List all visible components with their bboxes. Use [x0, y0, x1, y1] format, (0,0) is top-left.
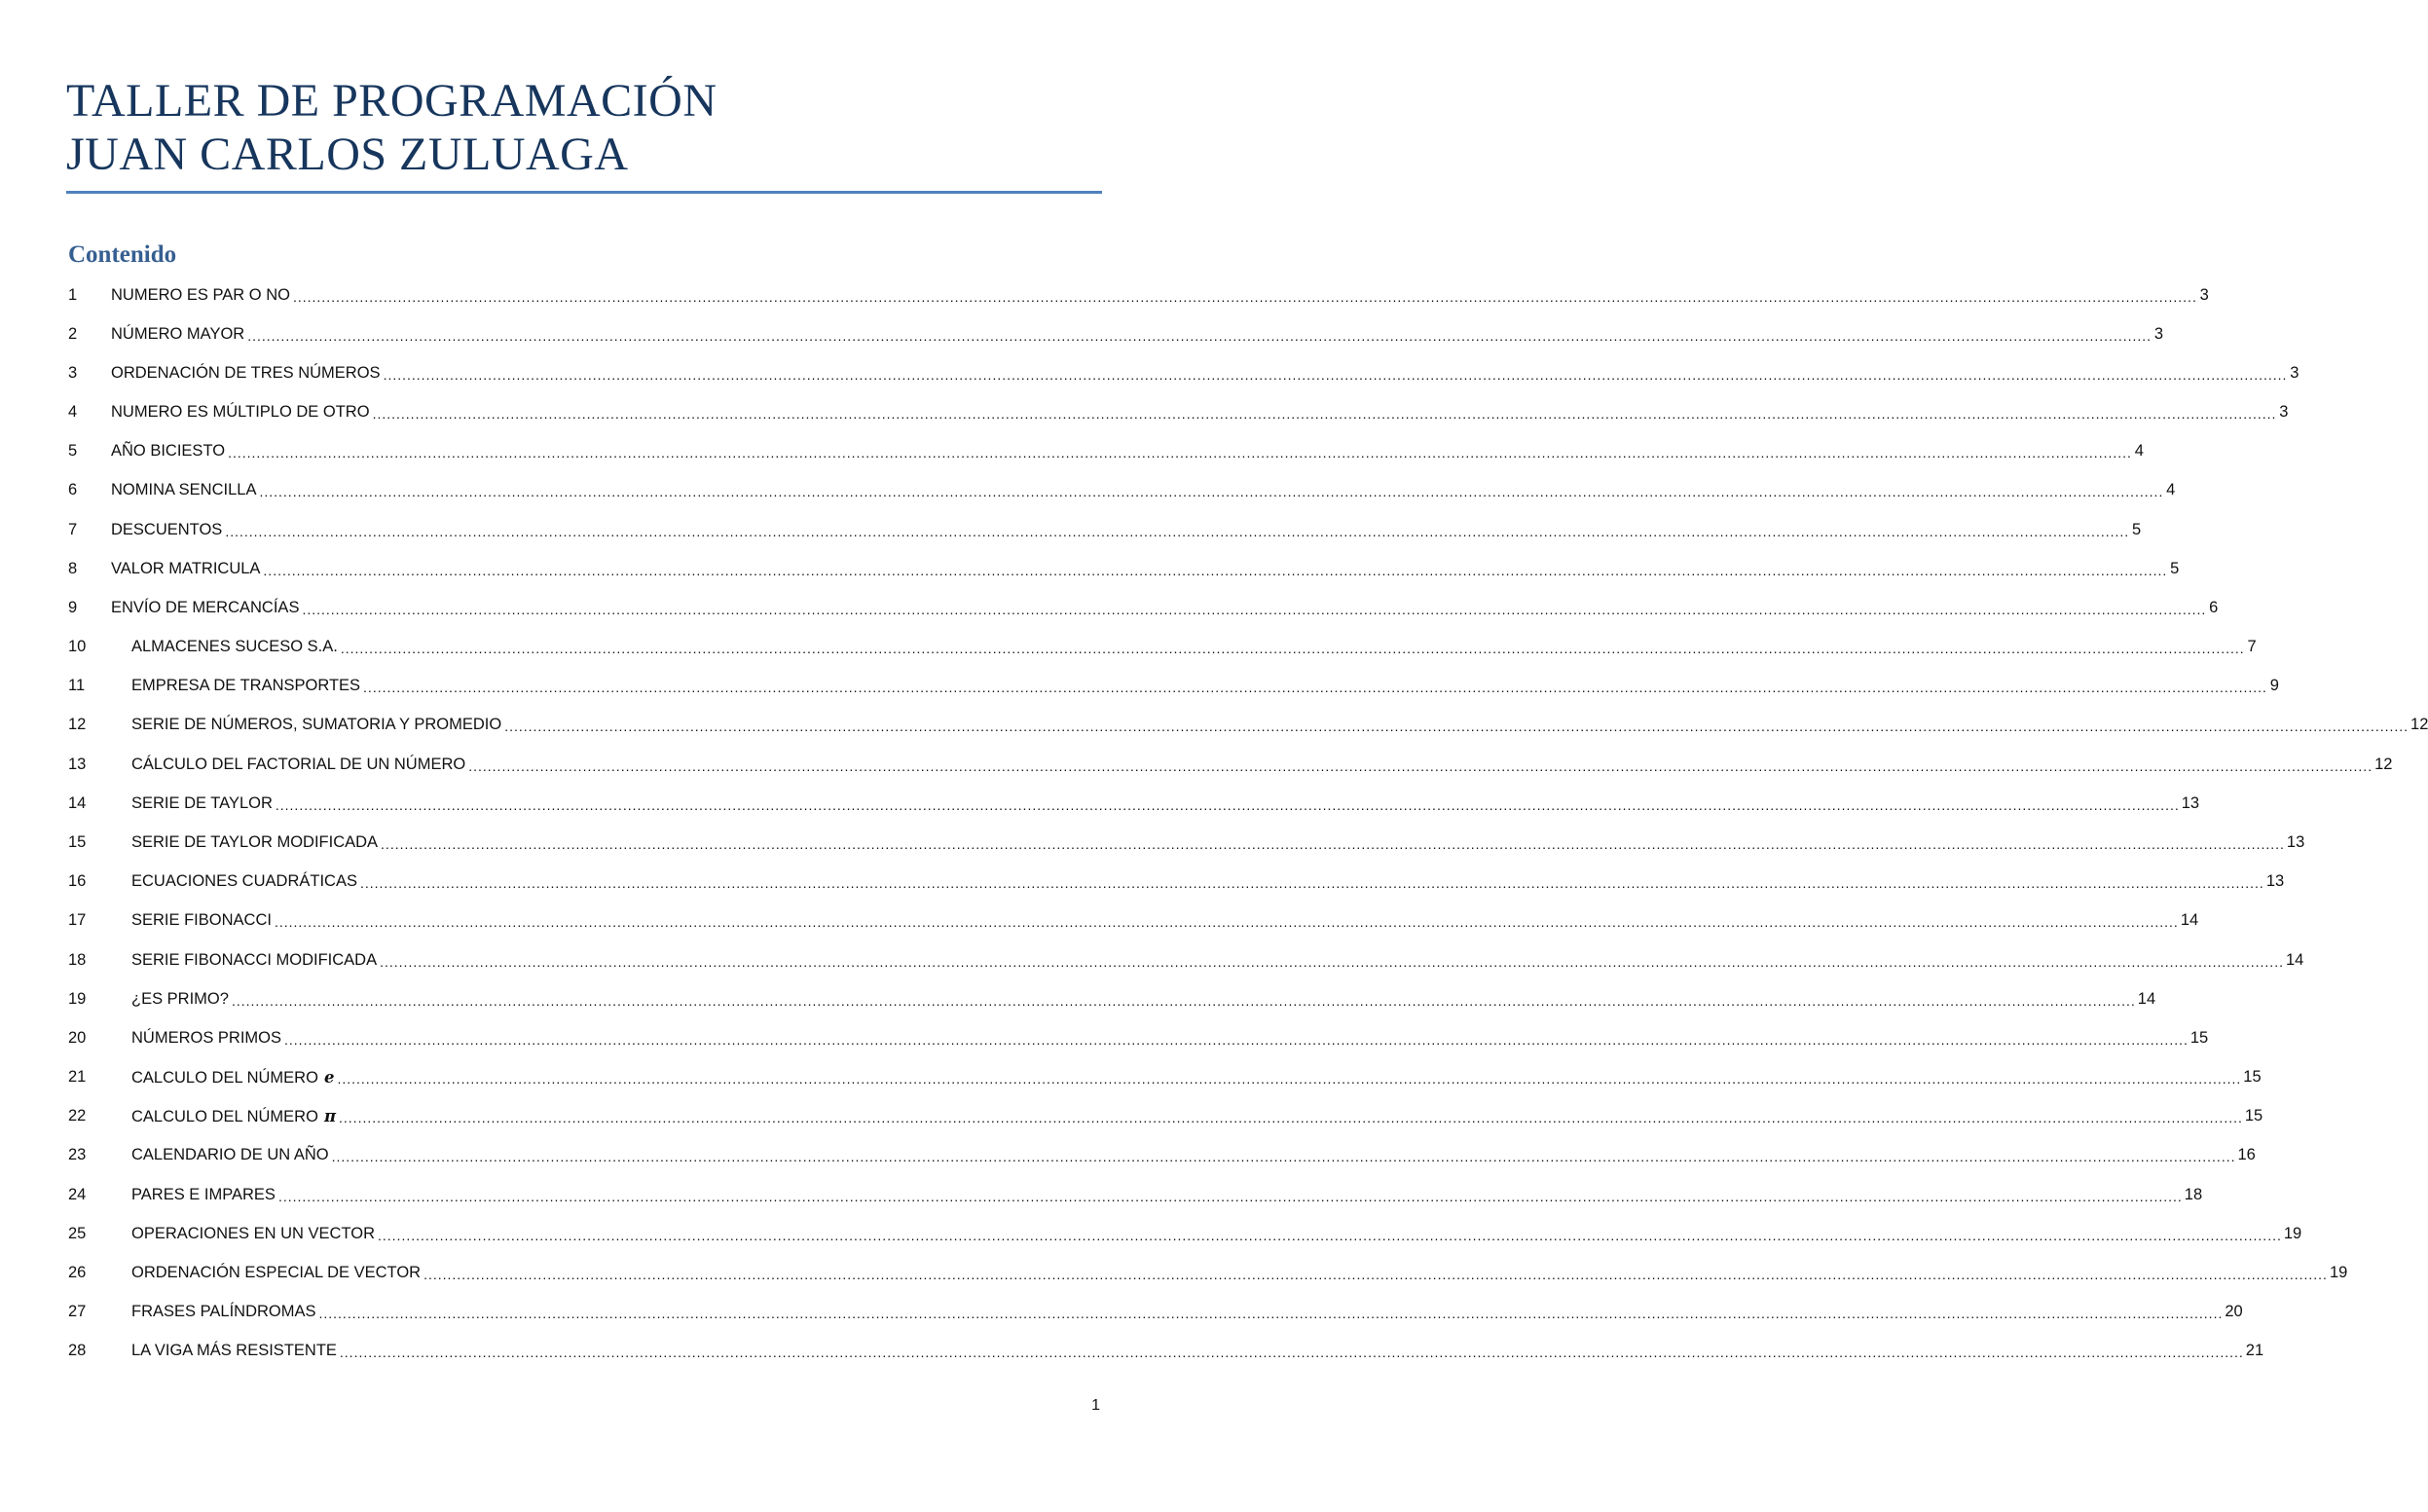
toc-entry-label: [131, 638, 341, 656]
toc-entry[interactable]: [68, 1253, 2348, 1292]
toc-entry-page: 14: [2285, 950, 2304, 969]
toc-entry-number: 3: [68, 363, 78, 382]
toc-entry[interactable]: [68, 706, 2428, 745]
toc-entry-title: SERIE DE TAYLOR MODIFICADA: [131, 832, 379, 851]
toc-entry-page: 12: [2410, 716, 2428, 734]
toc-entry-title: EMPRESA DE TRANSPORTES: [131, 677, 361, 695]
toc-entry-number: 24: [68, 1185, 87, 1203]
toc-entry-label: [131, 677, 363, 695]
toc-entry-label: [131, 756, 468, 774]
toc-entry[interactable]: [68, 667, 2279, 706]
toc-entry-page: 16: [2237, 1146, 2256, 1164]
toc-entry-page: 19: [2329, 1263, 2348, 1281]
toc-dot-leader: ................................................................................................................................................................................................................................................................................................................................................................................................................: [383, 366, 2288, 383]
toc-entry-title: ¿ES PRIMO?: [131, 989, 229, 1008]
toc-entry-page: 18: [2184, 1185, 2203, 1203]
toc-entry-page: 5: [2170, 559, 2180, 577]
toc-entry-title: ECUACIONES CUADRÁTICAS: [131, 872, 357, 891]
toc-entry-title: CALCULO DEL NÚMERO: [131, 1068, 318, 1087]
toc-entry-title: NUMERO ES MÚLTIPLO DE OTRO: [111, 403, 370, 422]
toc-entry-label: [131, 1186, 278, 1204]
toc-entry[interactable]: [68, 784, 2200, 823]
page-number: 1: [1091, 1397, 1100, 1414]
toc-entry-number: 7: [68, 520, 78, 538]
toc-dot-leader: ................................................................................................................................................................................................................................................................................................................................................................................................................: [247, 327, 2152, 344]
toc-dot-leader: ................................................................................................................................................................................................................................................................................................................................................................................................................: [228, 445, 2132, 461]
toc-entry[interactable]: [68, 1175, 2203, 1214]
toc-entry-number: 5: [68, 442, 78, 461]
toc-dot-leader: ................................................................................................................................................................................................................................................................................................................................................................................................................: [318, 1306, 2224, 1322]
toc-entry-page: 15: [2244, 1107, 2263, 1125]
toc-entry-number: 9: [68, 598, 78, 616]
toc-entry-label: [131, 1264, 423, 1282]
toc-entry-number: 22: [68, 1107, 87, 1125]
toc-dot-leader: ................................................................................................................................................................................................................................................................................................................................................................................................................: [331, 1149, 2236, 1165]
toc-entry[interactable]: [68, 353, 2299, 392]
toc-dot-leader: ................................................................................................................................................................................................................................................................................................................................................................................................................: [340, 641, 2245, 657]
toc-entry-label: [131, 1146, 332, 1164]
toc-entry-number: 11: [68, 677, 86, 695]
toc-entry-label: [131, 1342, 340, 1360]
toc-entry-page: 9: [2269, 677, 2279, 695]
toc-entry-title: PARES E IMPARES: [131, 1185, 276, 1203]
toc-entry-title: CALENDARIO DE UN AÑO: [131, 1146, 329, 1164]
toc-entry-page: 4: [2134, 442, 2144, 461]
toc-entry-math-symbol: π: [323, 1106, 337, 1125]
toc-dot-leader: ................................................................................................................................................................................................................................................................................................................................................................................................................: [423, 1266, 2328, 1282]
toc-entry-label: [131, 833, 381, 852]
toc-entry[interactable]: [68, 549, 2180, 588]
title-line-2: JUAN CARLOS ZULUAGA: [66, 129, 629, 180]
toc-entry[interactable]: [68, 1214, 2302, 1253]
toc-dot-leader: ................................................................................................................................................................................................................................................................................................................................................................................................................: [277, 1188, 2183, 1204]
toc-dot-leader: ................................................................................................................................................................................................................................................................................................................................................................................................................: [259, 484, 2164, 500]
toc-entry-page: 15: [2243, 1068, 2262, 1087]
toc-entry[interactable]: [68, 1332, 2264, 1371]
toc-entry-page: 7: [2247, 638, 2257, 656]
toc-entry-page: 13: [2181, 793, 2200, 812]
toc-dot-leader: ................................................................................................................................................................................................................................................................................................................................................................................................................: [372, 406, 2277, 423]
toc-entry[interactable]: [68, 863, 2285, 902]
toc-dot-leader: ................................................................................................................................................................................................................................................................................................................................................................................................................: [359, 875, 2264, 892]
title-underline: [66, 191, 1102, 194]
toc-entry-page: 3: [2153, 324, 2164, 343]
toc-entry-title: DESCUENTOS: [111, 520, 223, 538]
toc-entry-label: [131, 990, 232, 1009]
toc-entry-title: NÚMERO MAYOR: [111, 324, 245, 343]
toc-entry-title: OPERACIONES EN UN VECTOR: [131, 1224, 375, 1242]
toc-dot-leader: ................................................................................................................................................................................................................................................................................................................................................................................................................: [263, 562, 2168, 578]
toc-dot-leader: ................................................................................................................................................................................................................................................................................................................................................................................................................: [468, 757, 2373, 774]
toc-entry-label: [131, 1303, 318, 1321]
toc-entry-label: [111, 560, 263, 578]
toc-entry-title: NÚMEROS PRIMOS: [131, 1028, 282, 1047]
toc-entry-label: [131, 911, 275, 930]
toc-entry-title: CÁLCULO DEL FACTORIAL DE UN NÚMERO: [131, 755, 466, 773]
toc-dot-leader: ................................................................................................................................................................................................................................................................................................................................................................................................................: [292, 288, 2197, 305]
toc-entry-number: 6: [68, 481, 78, 499]
toc-entry-number: 16: [68, 872, 87, 891]
toc-entry-label: [111, 481, 259, 499]
toc-entry-label: [131, 951, 380, 970]
toc-entry-page: 14: [2137, 989, 2156, 1008]
toc-dot-leader: ................................................................................................................................................................................................................................................................................................................................................................................................................: [231, 992, 2136, 1009]
table-of-contents: [68, 276, 2428, 1371]
toc-entry-label: [131, 716, 504, 734]
toc-entry[interactable]: [68, 1018, 2209, 1057]
toc-dot-leader: ................................................................................................................................................................................................................................................................................................................................................................................................................: [275, 796, 2180, 813]
toc-entry-title: CALCULO DEL NÚMERO: [131, 1107, 318, 1125]
toc-entry-label: [111, 521, 225, 539]
toc-entry[interactable]: [68, 314, 2164, 353]
toc-entry[interactable]: [68, 1057, 2262, 1096]
toc-entry[interactable]: [68, 940, 2304, 979]
toc-entry-title: LA VIGA MÁS RESISTENTE: [131, 1342, 337, 1360]
toc-entry-number: 21: [68, 1068, 87, 1087]
toc-entry-title: SERIE FIBONACCI MODIFICADA: [131, 950, 378, 969]
toc-dot-leader: ................................................................................................................................................................................................................................................................................................................................................................................................................: [363, 680, 2267, 696]
toc-entry-page: 13: [2265, 872, 2285, 891]
toc-entry[interactable]: [68, 471, 2176, 510]
toc-entry-title: ORDENACIÓN ESPECIAL DE VECTOR: [131, 1263, 422, 1281]
toc-dot-leader: ................................................................................................................................................................................................................................................................................................................................................................................................................: [380, 953, 2284, 970]
toc-entry-label: [111, 442, 228, 461]
toc-entry-number: 14: [68, 793, 87, 812]
toc-entry-title: SERIE DE TAYLOR: [131, 793, 273, 812]
toc-entry-number: 15: [68, 832, 87, 851]
toc-entry-label: [131, 1107, 339, 1126]
toc-entry-number: 26: [68, 1263, 87, 1281]
toc-entry-number: 18: [68, 950, 87, 969]
toc-entry-title: ALMACENES SUCESO S.A.: [131, 638, 338, 656]
toc-entry-label: [131, 1225, 378, 1243]
toc-dot-leader: ................................................................................................................................................................................................................................................................................................................................................................................................................: [302, 601, 2207, 617]
toc-entry-label: [111, 599, 302, 617]
toc-entry-page: 20: [2225, 1303, 2243, 1321]
toc-entry-label: [111, 403, 373, 422]
toc-entry-number: 12: [68, 716, 87, 734]
toc-entry-number: 28: [68, 1342, 87, 1360]
toc-entry-label: [131, 1068, 337, 1088]
toc-entry-title: FRASES PALÍNDROMAS: [131, 1303, 316, 1321]
toc-entry-math-symbol: e: [323, 1067, 335, 1087]
toc-dot-leader: ................................................................................................................................................................................................................................................................................................................................................................................................................: [378, 1227, 2282, 1243]
toc-entry[interactable]: [68, 510, 2142, 549]
toc-entry-title: SERIE DE NÚMEROS, SUMATORIA Y PROMEDIO: [131, 716, 502, 734]
toc-entry-title: ENVÍO DE MERCANCÍAS: [111, 598, 300, 616]
toc-entry-title: AÑO BICIESTO: [111, 442, 226, 461]
toc-dot-leader: ................................................................................................................................................................................................................................................................................................................................................................................................................: [339, 1345, 2244, 1361]
toc-entry-page: 12: [2374, 755, 2393, 773]
toc-entry[interactable]: [68, 979, 2156, 1018]
toc-entry[interactable]: [68, 628, 2257, 667]
toc-entry-page: 6: [2209, 598, 2219, 616]
toc-entry-number: 20: [68, 1028, 87, 1047]
toc-dot-leader: ................................................................................................................................................................................................................................................................................................................................................................................................................: [284, 1031, 2189, 1048]
toc-entry[interactable]: [68, 902, 2199, 940]
toc-entry-number: 13: [68, 755, 87, 773]
toc-entry-page: 4: [2166, 481, 2176, 499]
toc-entry-number: 19: [68, 989, 87, 1008]
toc-entry-page: 14: [2180, 911, 2199, 930]
toc-entry-page: 3: [2290, 363, 2299, 382]
toc-entry[interactable]: [68, 1097, 2263, 1136]
toc-entry-label: [111, 364, 384, 383]
toc-dot-leader: ................................................................................................................................................................................................................................................................................................................................................................................................................: [337, 1071, 2242, 1088]
toc-dot-leader: ................................................................................................................................................................................................................................................................................................................................................................................................................: [274, 914, 2179, 931]
toc-entry-page: 3: [2279, 403, 2289, 422]
toc-entry-title: NUMERO ES PAR O NO: [111, 285, 290, 304]
toc-entry[interactable]: [68, 393, 2289, 432]
toc-entry-page: 15: [2189, 1028, 2209, 1047]
toc-entry-label: [111, 286, 293, 305]
toc-heading: Contenido: [68, 241, 177, 268]
toc-entry-page: 21: [2245, 1342, 2264, 1360]
toc-entry-number: 4: [68, 403, 78, 422]
toc-entry[interactable]: [68, 1292, 2243, 1331]
toc-dot-leader: ................................................................................................................................................................................................................................................................................................................................................................................................................: [225, 523, 2130, 539]
toc-entry[interactable]: [68, 823, 2305, 862]
toc-entry-number: 23: [68, 1146, 87, 1164]
toc-entry-number: 2: [68, 324, 78, 343]
toc-dot-leader: ................................................................................................................................................................................................................................................................................................................................................................................................................: [504, 719, 2410, 735]
toc-entry-number: 17: [68, 911, 87, 930]
title-line-1: TALLER DE PROGRAMACIÓN: [66, 75, 717, 127]
document-title: [66, 74, 1108, 181]
toc-entry[interactable]: [68, 1136, 2256, 1175]
toc-entry[interactable]: [68, 745, 2393, 784]
toc-entry-page: 19: [2283, 1224, 2302, 1242]
toc-entry-title: SERIE FIBONACCI: [131, 911, 272, 930]
toc-entry[interactable]: [68, 432, 2144, 471]
toc-entry-label: [131, 1029, 284, 1048]
toc-entry[interactable]: [68, 276, 2209, 314]
toc-entry-label: [111, 325, 247, 344]
toc-dot-leader: ................................................................................................................................................................................................................................................................................................................................................................................................................: [339, 1110, 2243, 1126]
toc-entry-number: 1: [68, 285, 78, 304]
toc-entry-page: 13: [2286, 832, 2305, 851]
toc-entry-label: [131, 872, 360, 891]
toc-entry[interactable]: [68, 588, 2219, 627]
toc-entry-page: 5: [2131, 520, 2142, 538]
toc-entry-number: 27: [68, 1303, 87, 1321]
toc-dot-leader: ................................................................................................................................................................................................................................................................................................................................................................................................................: [381, 835, 2285, 852]
toc-entry-number: 10: [68, 638, 87, 656]
toc-entry-number: 25: [68, 1224, 87, 1242]
toc-entry-title: NOMINA SENCILLA: [111, 481, 257, 499]
toc-entry-page: 3: [2199, 285, 2209, 304]
toc-entry-title: ORDENACIÓN DE TRES NÚMEROS: [111, 363, 381, 382]
toc-entry-number: 8: [68, 559, 78, 577]
toc-entry-label: [131, 794, 276, 813]
toc-entry-title: VALOR MATRICULA: [111, 559, 261, 577]
